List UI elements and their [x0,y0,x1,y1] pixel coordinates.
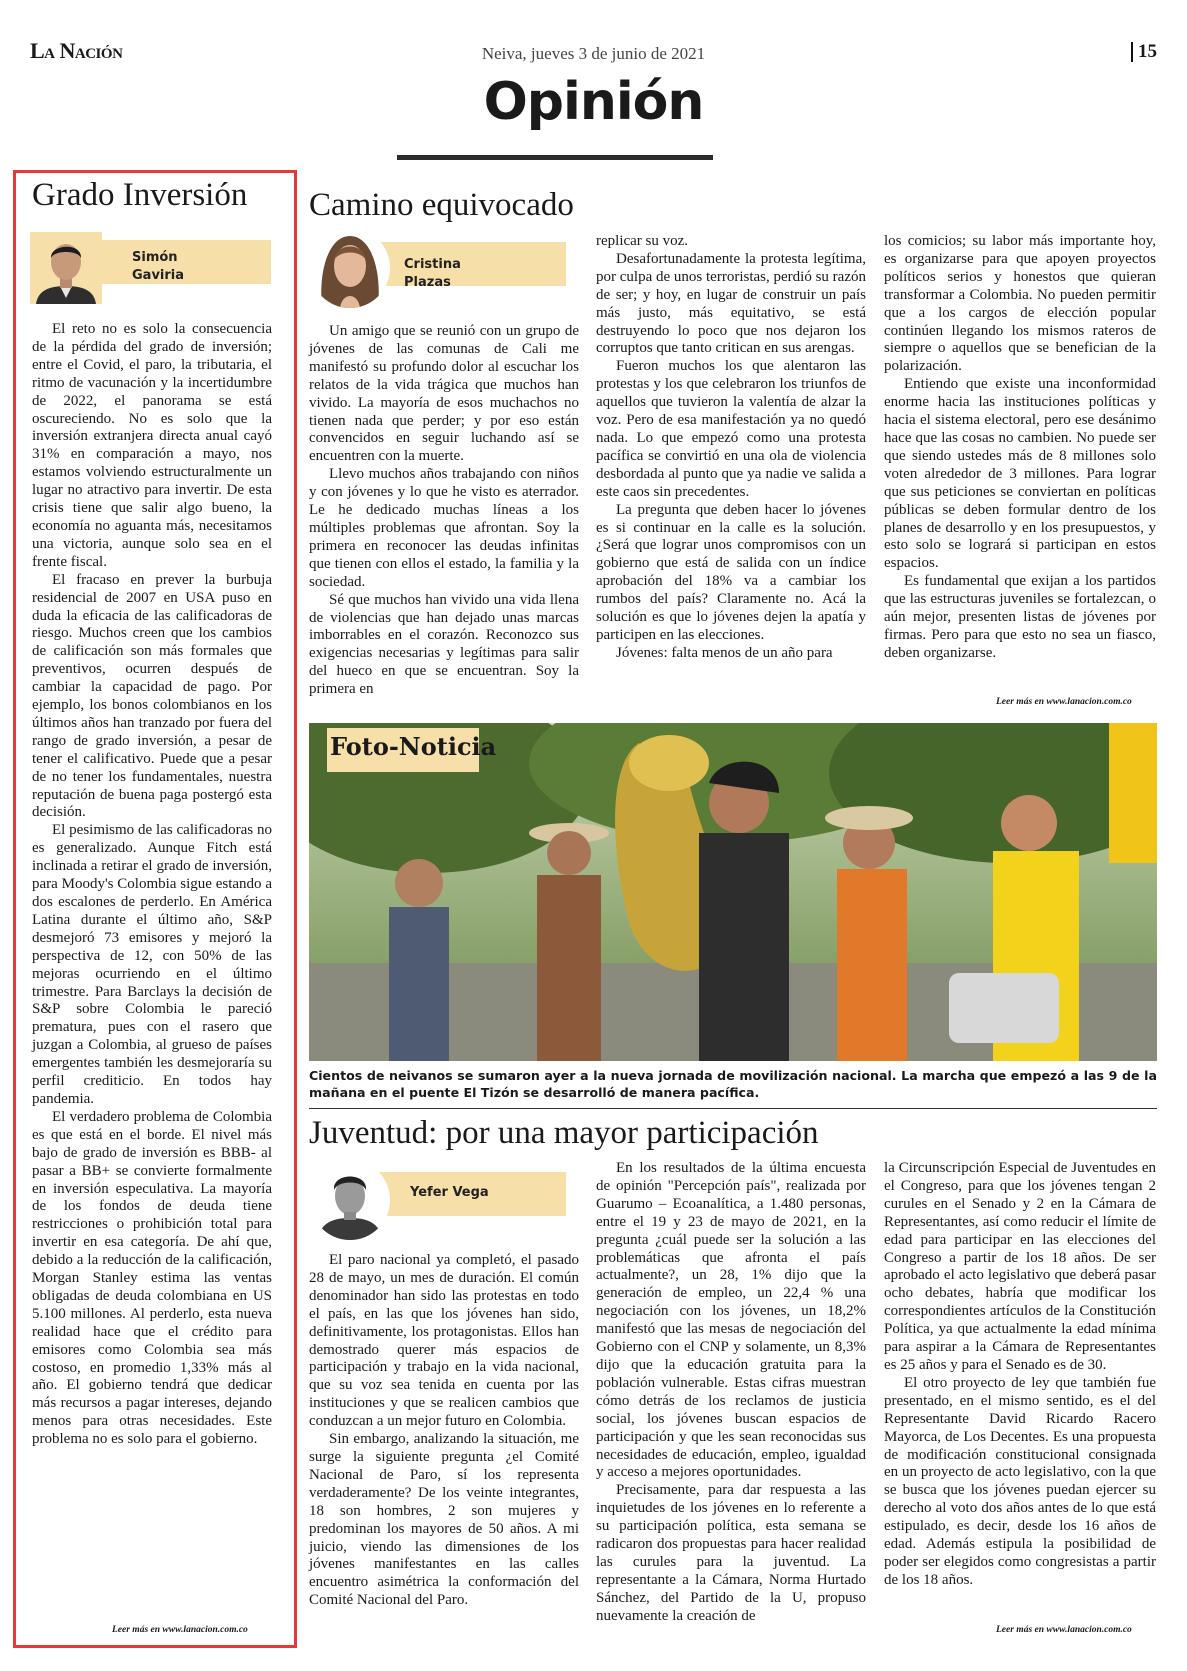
read-more-link[interactable]: Leer más en www.lanacion.com.co [112,1625,248,1635]
paragraph: Sé que muchos han vivido una vida llena de violencias que han dejado unas marcas imborrables en el corazón. Reconozco sus exigencias necesarias y legítimas para salir del hueco en que se encuentran. Soy la primera en [309,591,579,698]
paragraph: la Circunscripción Especial de Juventudes en el Congreso, para que los jóvenes tengan 2 curules en el Senado y 2 en la Cámara de Representantes, así como reducir el límite de edad para participar en las elecciones del Congreso a partir de los 18 años. De ser aprobado el acto legislativo que deberá pasar ocho debates, habría que modificar los correspondientes artículos de la Constitución Política, ya que actualmente la edad mínima para aspirar a la Cámara de Representantes es 25 años y para el Senado es de 30. [884,1160,1156,1373]
author-name-first: Cristina [404,257,461,272]
photo-caption: Cientos de neivanos se sumaron ayer a la nueva jornada de movilización nacional. La marcha que empezó a las 9 de la mañana en el puente El Tizón se desarrolló de manera pacífica. [309,1068,1157,1100]
paragraph: El paro nacional ya completó, el pasado 28 de mayo, un mes de duración. El común denominador han sido las protestas en todo el país, en las que los jóvenes han sido, definitivamente, los protagonistas. Ellos han demostrado querer más espacios de participación y trabajo en la vida nacional, que su voz sea tenida en cuenta por las instituciones y que se realicen cambios que conduzcan a un mejor futuro en Colombia. [309,1252,579,1430]
paragraph: Fueron muchos los que alentaron las protestas y los que celebraron los triunfos de aquellos que tuvieron la valentía de alzar la voz. Pero de esa manifestación ya no quedó nada. Lo que empezó como una protesta pacífica se convirtió en una ola de violencia desbordada al punto que ya nadie ve salida a este caos sin precedentes. [596,358,866,500]
article-column-3 [884,1160,1156,1590]
article-title-grado-inversion: Grado Inversión [32,177,248,213]
article-column-2 [596,233,866,663]
read-more-link[interactable]: Leer más en www.lanacion.com.co [996,697,1132,707]
author-name: Yefer Vega [410,1185,489,1200]
author-photo-yefer-vega [310,1160,390,1240]
paragraph: Es fundamental que exijan a los partidos que las estructuras juveniles se fortalezcan, o aún mejor, presenten listas de jóvenes por firmas. Pero para que esto no sea un fiasco, deben organizarse. [884,573,1156,661]
author-portrait-icon [30,232,102,304]
article-body-grado-inversion [32,321,272,1449]
paragraph: los comicios; su labor más importante hoy, es organizarse para que apoyen proyectos políticos serios y honestos que quieran transformar a Colombia. No pueden permitir que a los cargos de elección popular continúen llegando los mismos rateros de siempre o aquellos que se benefician de la polarización. [884,233,1156,375]
paragraph: Un amigo que se reunió con un grupo de jóvenes de las comunas de Cali me manifestó su profundo dolor al escuchar los relatos de la vida trágica que muchos han vivido. La mayoría de esos muchachos no tienen nada que perder; y por eso están convencidos en seguir luchando así se encuentren con la muerte. [309,323,579,465]
article-column-1 [309,323,579,699]
article-title-juventud: Juventud: por una mayor participación [309,1115,819,1151]
issue-date: Neiva, jueves 3 de junio de 2021 [481,44,706,63]
author-name-first: Simón [132,250,178,265]
paragraph: El verdadero problema de Colombia es que está en el borde. El nivel más bajo de grado de inversión es BBB- al pasar a BB+ se convierte formalmente en inversión especulativa. La mayoría de los fondos de deuda tiene restricciones o prohibición total para invertir en esa categoría. De ahí que, debido a la reducción de la calificación, Morgan Stanley estima las ventas obligadas de deuda colombiana en US 5.100 millones. Al perderlo, esta nueva realidad hace que el crédito para emisores como Colombia sea más costoso, en promedio 1,33% más al año. El gobierno tendrá que dedicar más recursos a pagar intereses, dejando menos para otras necesidades. Este problema no es solo para el gobierno. [32,1108,272,1448]
author-photo-simon-gaviria [30,232,102,304]
author-name-last: Gaviria [132,268,185,283]
paragraph: Precisamente, para dar respuesta a las inquietudes de los jóvenes en lo referente a su participación política, esta semana se radicaron dos propuestas para hacer realidad las curules para la juventud. La representante a la Cámara, Norma Hurtado Sánchez, del Partido de la U, propuso nuevamente la creación de [596,1482,866,1624]
section-divider [309,1108,1157,1109]
paragraph: Entiendo que existe una inconformidad enorme hacia las instituciones políticas y hacia el sistema electoral, pero ese desánimo hace que las cosas no cambien. No puede ser que siendo ustedes más de 8 millones solo voten alrededor de 3 millones. Para lograr que sus peticiones se conviertan en políticas públicas se deben formular dentro de los planes de desarrollo y en los presupuestos, y esto solo se logrará si participan en estos espacios. [884,376,1156,572]
newspaper-logo: La Nación [30,38,123,63]
paragraph: El pesimismo de las calificadoras no es generalizado. Aunque Fitch está inclinada a retirar el grado de inversión, para Moody's Colombia sigue estando a dos escalones de perderlo. En América Latina durante el último año, S&P desmejoró 73 emisores y mejoró la perspectiva de 12, con 50% de las mejoras ocurriendo en el último trimestre. Para Barclays la decisión de S&P sobre Colombia le pareció prematura, pues con el rasero que juzgan a Colombia, al grueso de países emergentes también les desmejoraría su perfil crediticio. En todos hay pandemia. [32,822,272,1107]
section-title-underline [397,155,713,160]
paragraph: El reto no es solo la consecuencia de la pérdida del grado de inversión; entre el Covid, el paro, la tributaria, el ritmo de vacunación y la incertidumbre de 2022, el panorama se está oscureciendo. No es solo que la inversión extranjera directa anual cayó 31% en comparación a mayo, nos estamos volviendo estructuralmente un lugar no atractivo para invertir. De esta crisis tiene que salir algo bueno, la economía no aguanta más, necesitamos una victoria, aunque solo sea en el frente fiscal. [32,321,272,570]
author-portrait-icon [310,228,390,308]
read-more-link[interactable]: Leer más en www.lanacion.com.co [996,1625,1132,1635]
article-column-1 [309,1252,579,1610]
march-photo-illustration [309,723,1157,1061]
paragraph: Desafortunadamente la protesta legítima, por culpa de unos terroristas, perdió su razón de ser; y hoy, en lugar de construir un país más justo, más equitativo, se está destruyendo lo poco que nos dejaron los corruptos que tanto critican en sus arengas. [596,250,866,357]
author-photo-cristina-plazas [310,228,390,308]
page-number: 15 [1131,42,1157,62]
article-title-camino-equivocado: Camino equivocado [309,187,574,223]
news-photo-march [309,723,1157,1061]
article-column-3 [884,233,1156,663]
author-portrait-icon [310,1160,390,1240]
paragraph: El fracaso en prever la burbuja residencial de 2007 en USA puso en duda la eficacia de las calificadoras de riesgo. Muchos creen que los cambios de calificación son más formales que preventivos, ocurren después de cambiar la capacidad de pago. Por ejemplo, los bonos colombianos en los últimos años han tranzado por fuera del rango de grado inversión, a pesar de tener el calificativo. Puede que a pesar de no tener los fundamentales, nuestra reputación de buena paga postergó esta decisión. [32,571,272,821]
section-title: Opinión [483,72,704,132]
paragraph: Sin embargo, analizando la situación, me surge la siguiente pregunta ¿el Comité Nacional de Paro, sí los representa verdaderamente? De los veinte integrantes, 18 son hombres, 2 son mujeres y predominan los mayores de 50 años. A mi juicio, viendo las dimensiones de los jóvenes manifestantes en las calles encuentro asimétrica la conformación del Comité Nacional del Paro. [309,1431,579,1609]
paragraph: La pregunta que deben hacer lo jóvenes es si continuar en la calle es la solución. ¿Será que lograr unos compromisos con un gobierno que está de salida con un índice aprobación del 18% va a cambiar los rumbos del país? Claramente no. Acá la solución es que lo jóvenes dejen la apatía y participen en las elecciones. [596,501,866,643]
photo-label: Foto-Noticia [330,732,497,761]
paragraph: Jóvenes: falta menos de un año para [616,644,833,661]
author-name-last: Plazas [404,275,451,290]
article-column-2 [596,1160,866,1626]
paragraph: En los resultados de la última encuesta de opinión "Percepción país", realizada por Guarumo – Ecoanalítica, a 1.480 personas, entre el 19 y 23 de mayo de 2021, en la pregunta ¿cuál puede ser la solución a las problemáticas que afronta el país actualmente?, un 28, 1% dijo que la generación de empleo, un 22,4 % una negociación con los jóvenes, un 18,2% manifestó que las mesas de negociación del Gobierno con el CNP y solamente, un 8,3% dijo que la educación gratuita para la población vulnerable. Estas cifras muestran cómo detrás de los reclamos de justicia social, los jóvenes buscan espacios de participación y que les sean reconocidas sus necesidades de educación, empleo, igualdad y acceso a mejores oportunidades. [596,1160,866,1481]
paragraph: El otro proyecto de ley que también fue presentado, en el mismo sentido, es el del Representante David Ricardo Racero Mayorca, de Los Decentes. Es una propuesta de modificación constitucional consignada en un proyecto de acto legislativo, con la que se busca que los jóvenes puedan ejercer su derecho al voto dos años antes de lo que está estipulado, es decir, desde los 16 años de edad. Además estipula la posibilidad de poder ser elegidos como congresistas a partir de los 18 años. [884,1374,1156,1588]
paragraph: Llevo muchos años trabajando con niños y con jóvenes y lo que he visto es aterrador. Le he dedicado muchas líneas a los múltiples problemas que afrontan. Soy la primera en reconocer las deudas infinitas que tienen con ellos el estado, la familia y la sociedad. [309,466,579,590]
paragraph: replicar su voz. [596,233,689,249]
